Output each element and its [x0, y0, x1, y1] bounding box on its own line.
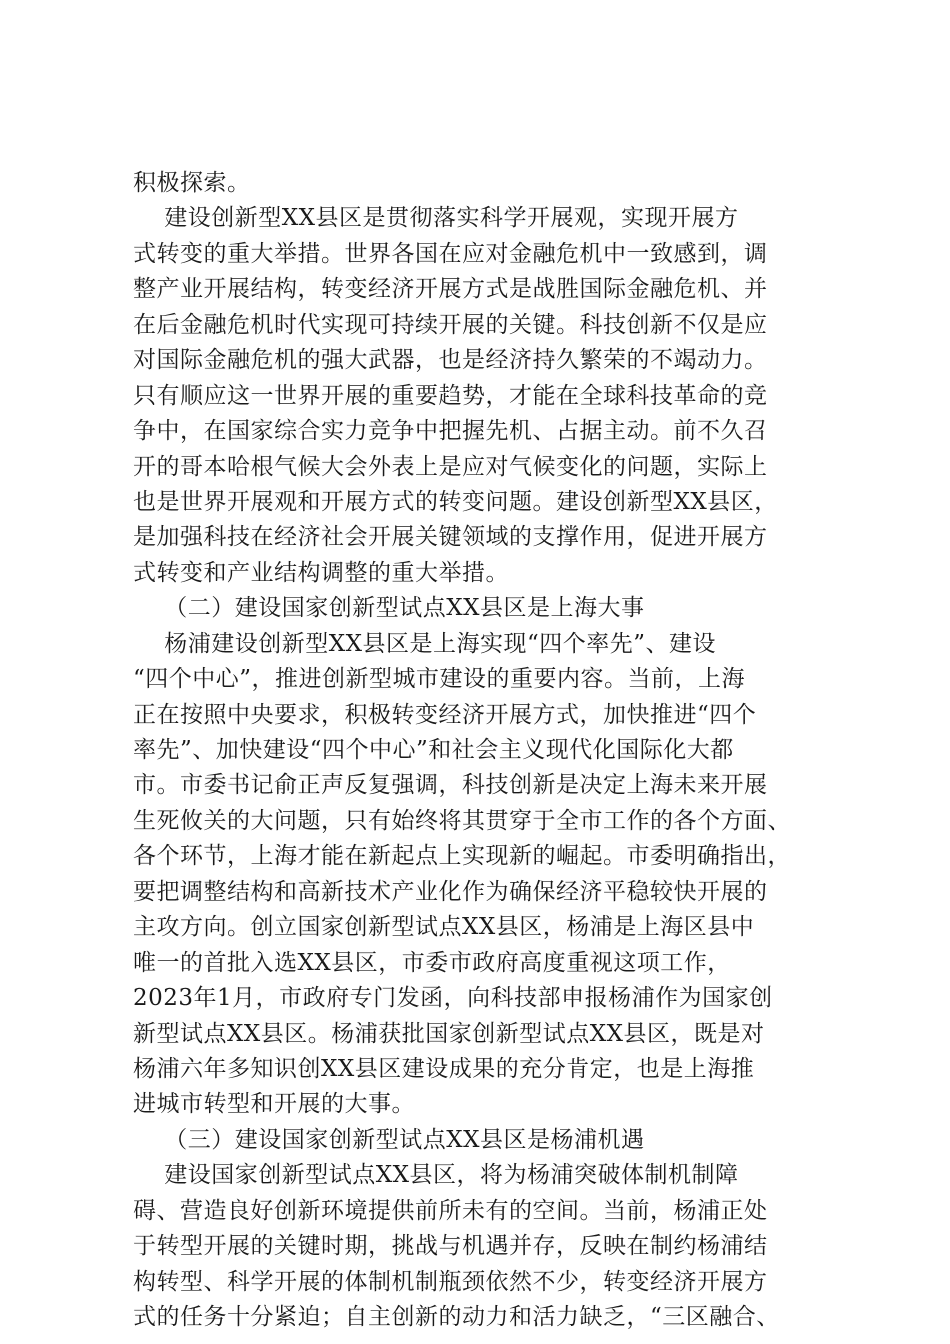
text-line: 主攻方向。创立国家创新型试点XX县区，杨浦是上海区县中 [133, 914, 755, 941]
text-line: 新型试点XX县区。杨浦获批国家创新型试点XX县区，既是对 [133, 1020, 765, 1047]
text-line: 也是世界开展观和开展方式的转变问题。建设创新型XX县区， [133, 488, 778, 515]
paragraph-first-line: 建设创新型XX县区是贯彻落实科学开展观，实现开展方 [133, 205, 739, 232]
text-line: 于转型开展的关键时期，挑战与机遇并存，反映在制约杨浦结 [133, 1233, 768, 1260]
text-line: 市。市委书记俞正声反复强调，科技创新是决定上海未来开展 [133, 772, 768, 799]
text-line: 是加强科技在经济社会开展关键领域的支撑作用，促进开展方 [133, 524, 768, 551]
text-line: 生死攸关的大问题，只有始终将其贯穿于全市工作的各个方面、 [133, 807, 791, 834]
text-line: 2023年1月，市政府专门发函，向科技部申报杨浦作为国家创 [133, 985, 773, 1012]
text-line: 整产业开展结构，转变经济开展方式是战胜国际金融危机、并 [133, 276, 768, 303]
text-line: 在后金融危机时代实现可持续开展的关键。科技创新不仅是应 [133, 311, 768, 338]
text-line: 正在按照中央要求，积极转变经济开展方式，加快推进“四个 [133, 701, 757, 728]
text-line: 对国际金融危机的强大武器，也是经济持久繁荣的不竭动力。 [133, 347, 768, 374]
text-line: “四个中心”，推进创新型城市建设的重要内容。当前，上海 [133, 666, 746, 693]
section-heading-3: （三）建设国家创新型试点XX县区是杨浦机遇 [133, 1126, 645, 1153]
paragraph-first-line: 建设国家创新型试点XX县区，将为杨浦突破体制机制障 [133, 1162, 739, 1189]
text-line: 率先”、加快建设“四个中心”和社会主义现代化国际化大都 [133, 737, 734, 763]
text-line: 碍、营造良好创新环境提供前所未有的空间。当前，杨浦正处 [133, 1197, 768, 1224]
text-line: 唯一的首批入选XX县区，市委市政府高度重视这项工作， [133, 949, 731, 976]
text-line: 进城市转型和开展的大事。 [133, 1091, 415, 1118]
section-heading-2: （二）建设国家创新型试点XX县区是上海大事 [133, 595, 645, 622]
text-line: 式转变的重大举措。世界各国在应对金融危机中一致感到，调 [133, 240, 768, 267]
text-line: 开的哥本哈根气候大会外表上是应对气候变化的问题，实际上 [133, 453, 768, 480]
text-line: 各个环节，上海才能在新起点上实现新的崛起。市委明确指出， [133, 843, 791, 870]
text-line: 杨浦六年多知识创XX县区建设成果的充分肯定，也是上海推 [133, 1055, 755, 1082]
text-line: 积极探索。 [133, 170, 251, 196]
text-line: 式的任务十分紧迫；自主创新的动力和活力缺乏，“三区融合、 [133, 1304, 780, 1330]
text-line: 式转变和产业结构调整的重大举措。 [133, 559, 509, 586]
text-line: 要把调整结构和高新技术产业化作为确保经济平稳较快开展的 [133, 878, 768, 905]
paragraph-first-line: 杨浦建设创新型XX县区是上海实现“四个率先”、建设 [133, 630, 717, 657]
text-line: 构转型、科学开展的体制机制瓶颈依然不少，转变经济开展方 [133, 1268, 768, 1295]
text-line: 只有顺应这一世界开展的重要趋势，才能在全球科技革命的竞 [133, 382, 768, 409]
document-body [133, 166, 833, 1335]
text-line: 争中，在国家综合实力竞争中把握先机、占据主动。前不久召 [133, 418, 768, 445]
